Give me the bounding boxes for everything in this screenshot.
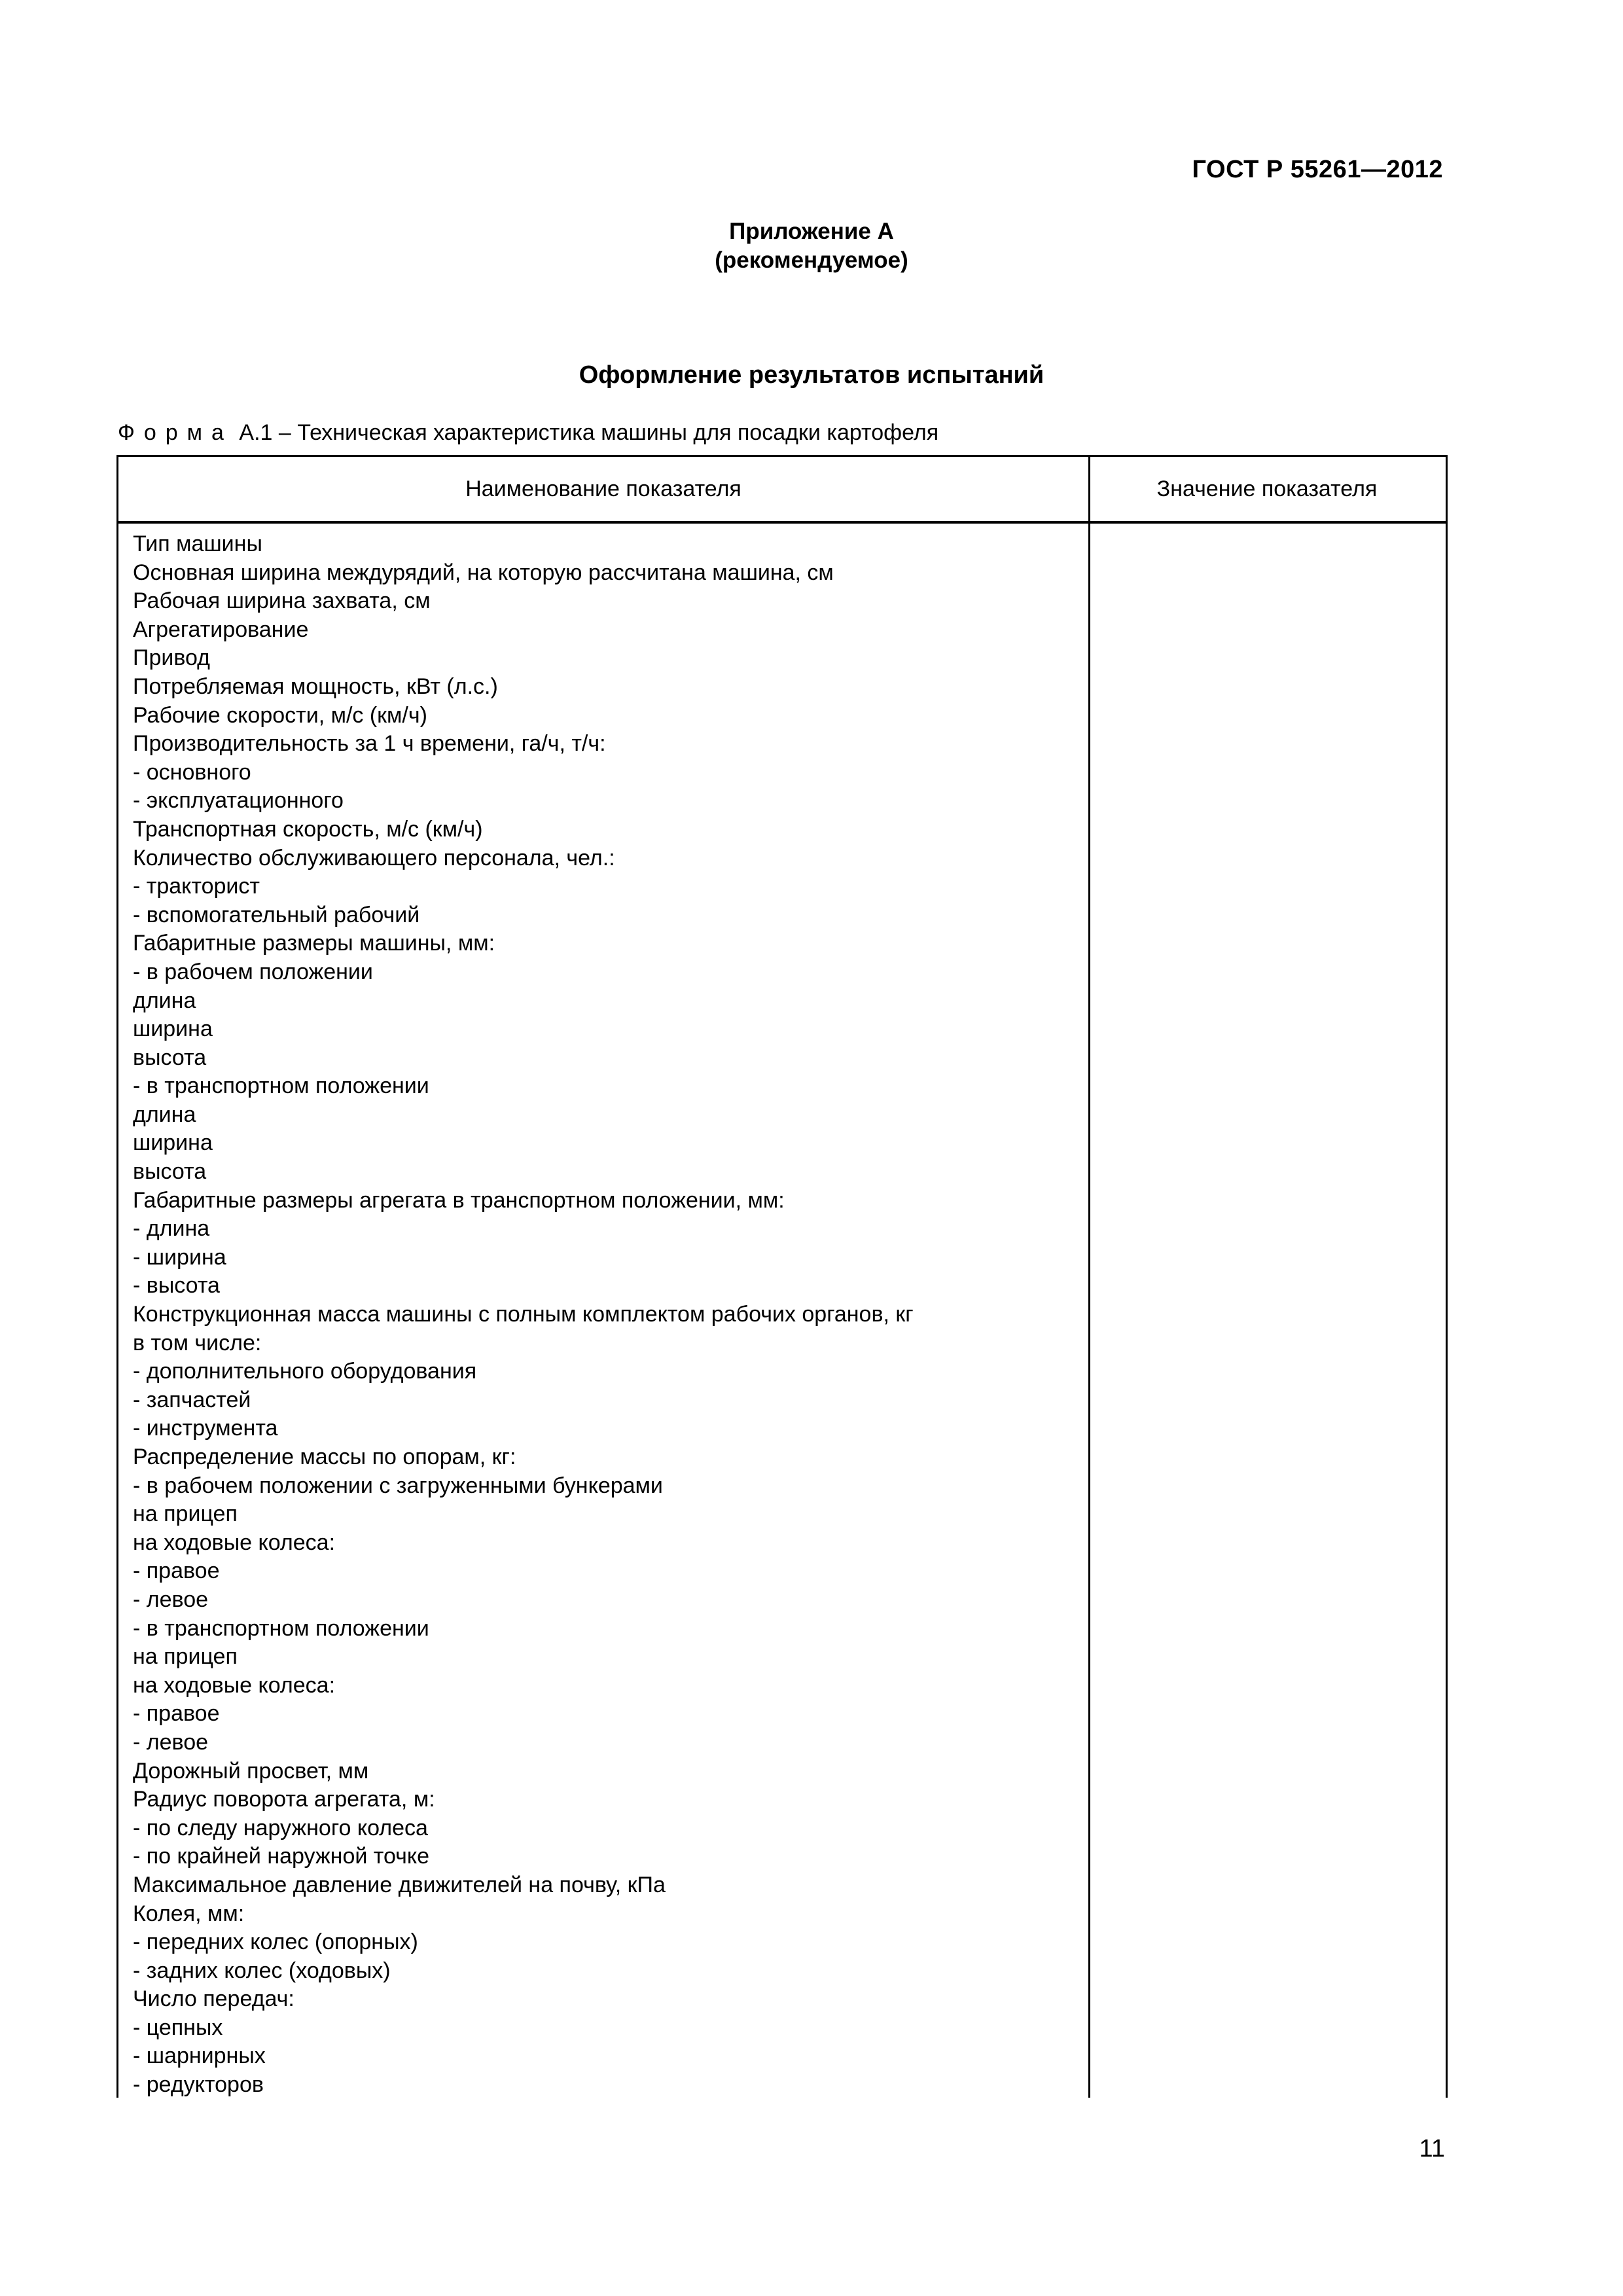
table-row: ширина — [133, 1130, 213, 1156]
table-row: Рабочая ширина захвата, см — [133, 588, 431, 614]
indicator-list — [133, 530, 1075, 2100]
table-row: Габаритные размеры машины, мм: — [133, 931, 495, 956]
table-row: - в транспортном положении — [133, 1615, 429, 1641]
table-header — [118, 457, 1446, 524]
form-caption-text: – Техническая характеристика машины для посадки картофеля — [278, 420, 939, 445]
form-number: А.1 — [239, 420, 273, 445]
table-row: Потребляемая мощность, кВт (л.с.) — [133, 673, 498, 699]
table-row: - в рабочем положении с загруженными бункерами — [133, 1473, 663, 1498]
appendix-heading — [0, 217, 1623, 275]
page-number: 11 — [1419, 2135, 1445, 2162]
table-row: высота — [133, 1045, 207, 1070]
appendix-subtitle: (рекомендуемое) — [715, 247, 908, 273]
table-row: - основного — [133, 759, 251, 785]
table-row: - дополнительного оборудования — [133, 1359, 477, 1384]
table-row: длина — [133, 1102, 196, 1127]
table-row: Количество обслуживающего персонала, чел.: — [133, 845, 615, 870]
table-row: на прицеп — [133, 1501, 238, 1527]
table-row: в том числе: — [133, 1330, 262, 1355]
table-row: - в транспортном положении — [133, 1073, 429, 1099]
table-row: - по крайней наружной точке — [133, 1844, 430, 1869]
table-row: Конструкционная масса машины с полным комплектом рабочих органов, кг — [133, 1302, 914, 1327]
table-row: - шарнирных — [133, 2043, 266, 2069]
table-row: Число передач: — [133, 1986, 294, 2012]
header-indicator-name: Наименование показателя — [465, 476, 741, 501]
table-row: - тракторист — [133, 874, 260, 899]
table-row: Производительность за 1 ч времени, га/ч, т/ч: — [133, 731, 606, 757]
table-row: Максимальное давление движителей на почву, кПа — [133, 1872, 666, 1897]
table-row: - запчастей — [133, 1387, 251, 1412]
table-row: - правое — [133, 1701, 220, 1727]
table-row: ширина — [133, 1016, 213, 1042]
table-row: - цепных — [133, 2015, 223, 2040]
table-row: Основная ширина междурядий, на которую рассчитана машина, см — [133, 560, 834, 585]
table-row: на ходовые колеса: — [133, 1672, 336, 1698]
document-code: ГОСТ Р 55261—2012 — [1192, 156, 1443, 183]
table-row: Габаритные размеры агрегата в транспортном положении, мм: — [133, 1187, 785, 1213]
header-indicator-value: Значение показателя — [1156, 476, 1378, 501]
section-title: Оформление результатов испытаний — [579, 361, 1044, 389]
table-row: Дорожный просвет, мм — [133, 1758, 369, 1784]
table-row: - в рабочем положении — [133, 959, 373, 984]
table-row: - вспомогательный рабочий — [133, 902, 420, 927]
spec-table — [116, 455, 1448, 2098]
form-caption — [118, 420, 938, 446]
table-row: - инструмента — [133, 1416, 278, 1441]
table-row: - левое — [133, 1587, 209, 1612]
table-row: Рабочие скорости, м/с (км/ч) — [133, 702, 427, 728]
table-row: - передних колес (опорных) — [133, 1929, 418, 1955]
table-row: Колея, мм: — [133, 1901, 245, 1926]
table-row: - по следу наружного колеса — [133, 1815, 428, 1840]
table-row: Привод — [133, 645, 211, 671]
table-row: Тип машины — [133, 531, 262, 556]
table-row: - левое — [133, 1729, 209, 1755]
appendix-title: Приложение А — [729, 219, 894, 244]
table-row: на ходовые колеса: — [133, 1530, 336, 1555]
table-row: на прицеп — [133, 1644, 238, 1670]
table-row: - высота — [133, 1273, 220, 1299]
table-row: - ширина — [133, 1244, 226, 1270]
table-row: - редукторов — [133, 2072, 264, 2098]
table-row: высота — [133, 1159, 207, 1185]
table-row: - эксплуатационного — [133, 788, 344, 814]
table-row: Агрегатирование — [133, 617, 309, 642]
column-divider — [1088, 457, 1090, 2098]
form-label: Форма — [118, 420, 233, 445]
table-row: - задних колес (ходовых) — [133, 1958, 391, 1983]
table-row: Распределение массы по опорам, кг: — [133, 1444, 516, 1469]
table-row: Транспортная скорость, м/с (км/ч) — [133, 816, 483, 842]
table-row: длина — [133, 988, 196, 1013]
table-row: - длина — [133, 1216, 210, 1242]
table-row: Радиус поворота агрегата, м: — [133, 1787, 435, 1812]
table-row: - правое — [133, 1558, 220, 1584]
